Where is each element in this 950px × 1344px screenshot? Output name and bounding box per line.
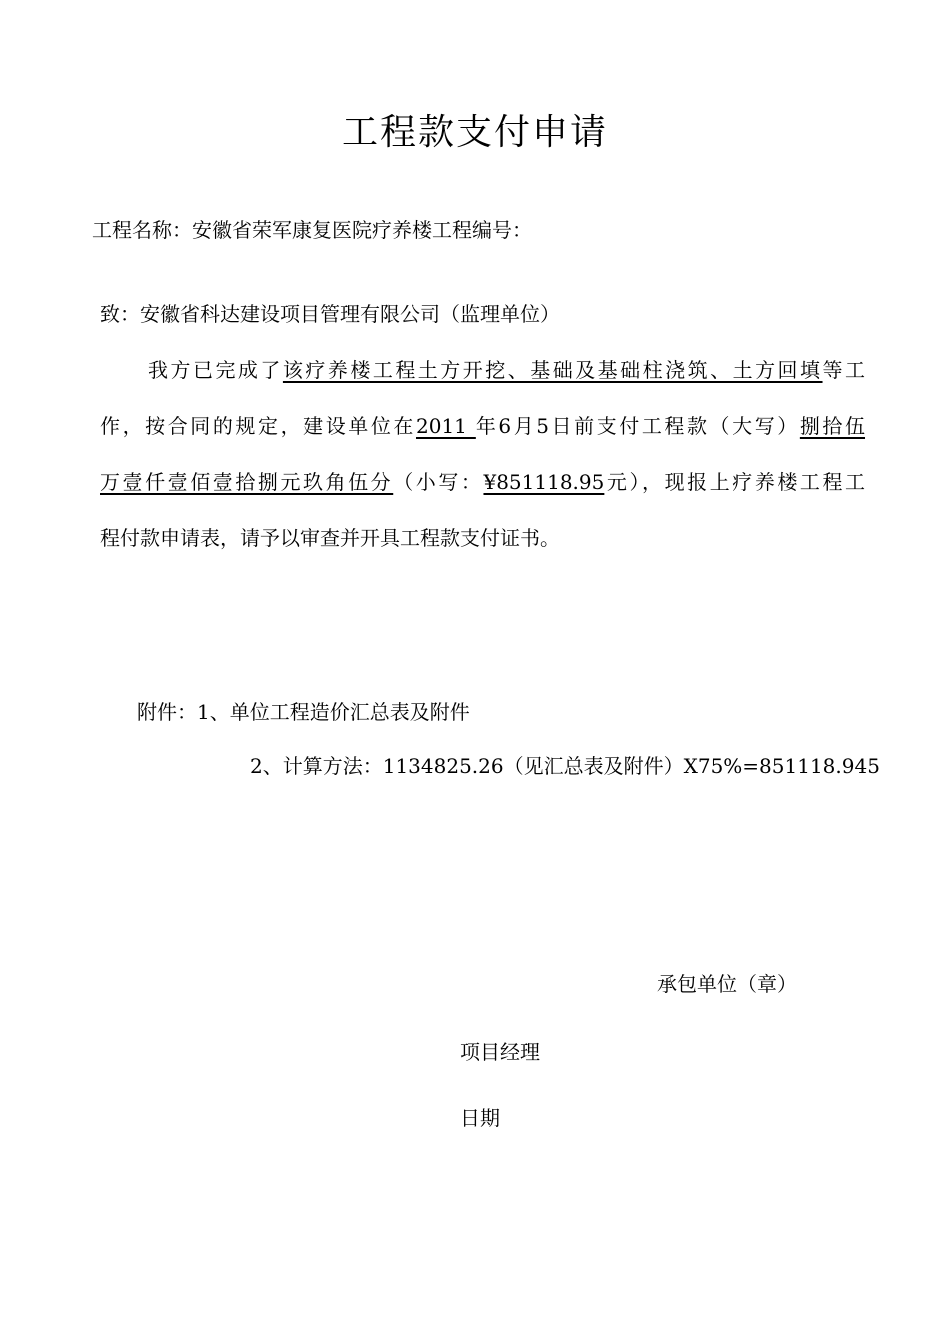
attachment-2: 2、计算方法：1134825.26（见汇总表及附件）X75%=851118.945 bbox=[250, 754, 880, 778]
body-text: 年6月5日前支付工程款（大写） bbox=[475, 414, 800, 438]
amount-in-words-part1: 捌拾伍 bbox=[799, 414, 866, 438]
document-title: 工程款支付申请 bbox=[341, 112, 608, 153]
contractor-signature: 承包单位（章） bbox=[657, 972, 797, 996]
body-line-3 bbox=[100, 466, 865, 495]
body-text: 等工 bbox=[822, 358, 866, 382]
work-description: 该疗养楼工程土方开挖、基础及基础柱浇筑、土方回填 bbox=[282, 358, 823, 382]
addressee-line: 致：安徽省科达建设项目管理有限公司（监理单位） bbox=[100, 302, 560, 326]
body-line-1 bbox=[148, 354, 865, 383]
body-text: ），现报上疗养楼工程工 bbox=[629, 470, 866, 494]
payment-year: 2011 bbox=[416, 414, 476, 438]
date-label: 日期 bbox=[460, 1106, 500, 1130]
body-line-2 bbox=[100, 410, 865, 439]
body-text: 我方已完成了 bbox=[148, 358, 283, 382]
amount-in-words-part2: 万壹仟壹佰壹拾捌元玖角伍分 bbox=[100, 470, 394, 494]
body-text: 作，按合同的规定，建设单位在 bbox=[100, 414, 416, 438]
project-name-line: 工程名称：安徽省荣军康复医院疗养楼工程编号： bbox=[92, 218, 532, 242]
amount-in-figures: ¥851118.95 bbox=[483, 470, 605, 494]
body-line-4: 程付款申请表，请予以审查并开具工程款支付证书。 bbox=[100, 526, 560, 550]
body-text: （小写： bbox=[393, 470, 484, 494]
body-text: 元 bbox=[604, 470, 630, 494]
project-manager: 项目经理 bbox=[460, 1040, 540, 1064]
attachment-1: 附件：1、单位工程造价汇总表及附件 bbox=[137, 700, 470, 724]
